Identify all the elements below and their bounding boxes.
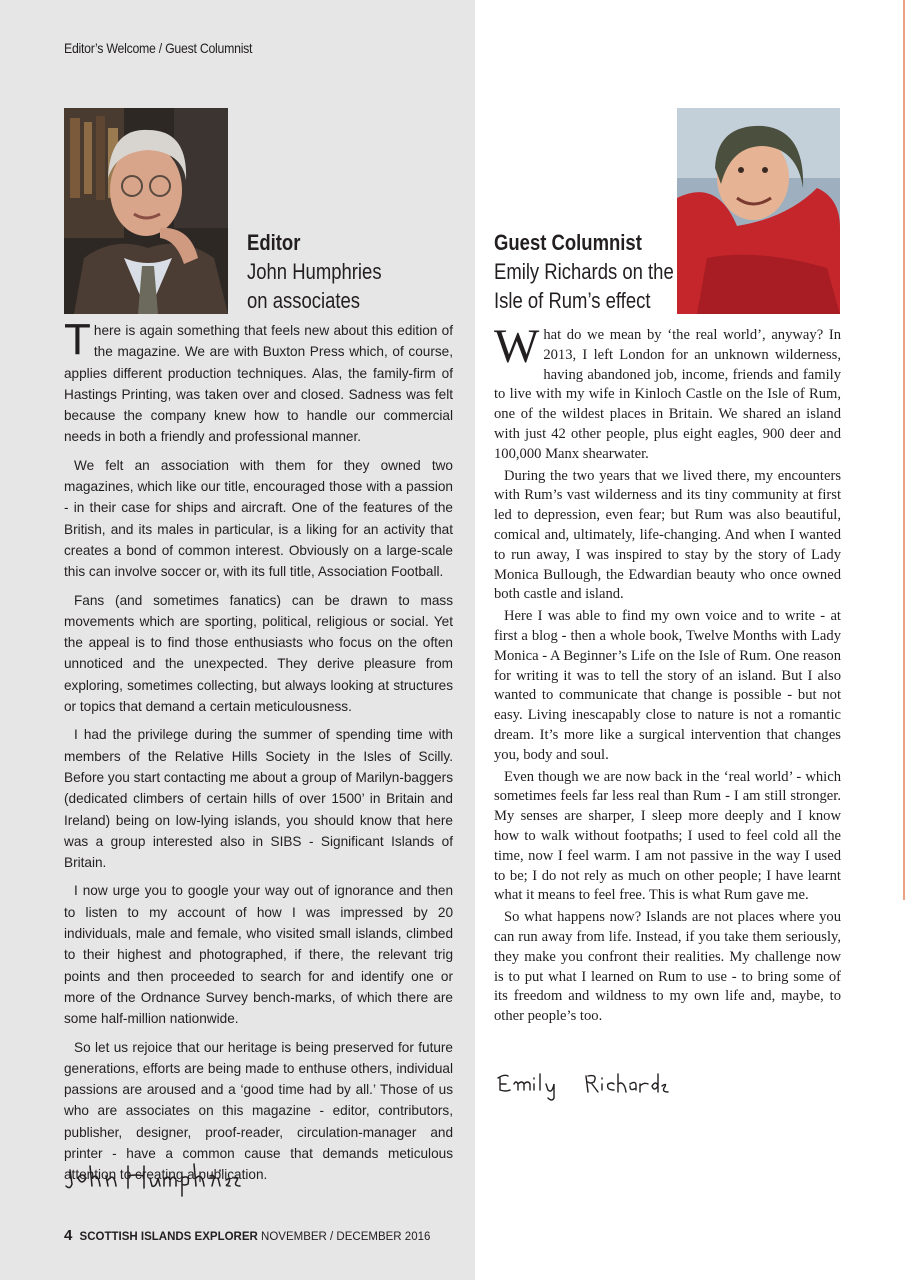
editor-paragraph: So let us rejoice that our heritage is being preserved for future generations, efforts are being made to enthuse others, individual passions are aroused and a ‘good time had by all.’ Those of us who are associates on this magazine - editor, contributors, publisher, designer, proof-reader, circulation-manager and printer - have a common cause that demands meticulous attention to creating a publication. bbox=[64, 1039, 453, 1183]
columnist-name-line2: Isle of Rum’s effect bbox=[494, 288, 651, 313]
columnist-paragraph: What do we mean by ‘the real world’, anyway? In 2013, I left London for an unknown wilderness, having abandoned job, income, friends and family to live with my wife in Kinloch Castle on the Isle of Rum, one of the wildest places in Britain. We shared an island with just 42 other people, plus eight eagles, 900 deer and 100,000 Manx shearwater. bbox=[494, 320, 841, 462]
columnist-name-line1: Emily Richards on the bbox=[494, 259, 674, 284]
page-number: 4 bbox=[64, 1227, 73, 1244]
magazine-name: SCOTTISH ISLANDS EXPLORER bbox=[79, 1231, 258, 1243]
section-label: Editor’s Welcome / Guest Columnist bbox=[64, 40, 253, 56]
editor-photo bbox=[64, 108, 228, 314]
columnist-paragraph: Here I was able to find my own voice and to write - at first a blog - then a whole book, Twelve Months with Lady Monica - A Beginner’s Life on the Isle of Rum. One reason for writing it was to tell the story of an island. But I also wanted to communicate that change is possible - but not easy. Living inescapably close to nature is not a romantic dream. It’s more like a surgical intervention that changes you, body and soul. bbox=[494, 608, 841, 763]
editor-dropcap: T bbox=[64, 315, 91, 364]
columnist-signature bbox=[494, 1064, 694, 1104]
columnist-paragraph: Even though we are now back in the ‘real world’ - which sometimes feels far less real than Rum - I am still stronger. My senses are sharper, I sleep more deeply and I know how to walk without footpaths; I used to feel cold all the time, now I feel warm. I am not passive in the way I used to be; I do not rely as much on other people; I have learnt what it means to feel free. This is what Rum gave me. bbox=[494, 768, 841, 904]
editor-signature bbox=[64, 1158, 244, 1198]
editor-name-line2: on associates bbox=[247, 288, 361, 313]
editor-heading bbox=[247, 228, 382, 315]
editor-name-line1: John Humphries bbox=[247, 259, 382, 284]
columnist-paragraph: During the two years that we lived there, my encounters with Rum’s vast wilderness and its tiny community at first led to depression, even fear; but Rum was also beautiful, comical and, ultimately, life-changing. And when I wanted to run away, I was inspired to stay by the story of Lady Monica Bullough, the Edwardian beauty who once owned both castle and island. bbox=[494, 467, 841, 603]
editor-paragraph: We felt an association with them for they owned two magazines, which like our title, encouraged those with a passion - in their case for ships and aircraft. One of the features of the British, and its males in particular, is a liking for an activity that creates a bond of common interest. Obviously on a large-scale this can involve soccer or, with its full title, Association Football. bbox=[64, 457, 453, 580]
columnist-heading bbox=[494, 228, 674, 315]
editor-title: Editor bbox=[247, 230, 301, 255]
editor-paragraph: Fans (and sometimes fanatics) can be drawn to mass movements which are sporting, political, religious or social. Yet the appeal is to find those enthusiasts who focus on the often unnoticed and the unexpected. They derive pleasure from exploring, sometimes collecting, but always looking at structures or topics that demand a certain meticulousness. bbox=[64, 592, 453, 715]
columnist-paragraph: So what happens now? Islands are not places where you can run away from life. Instead, if you take them seriously, they make you confront their realities. My challenge now is to put what I learned on Rum to use - to bring some of its freedom and wildness to my own life and, maybe, to other people’s too. bbox=[494, 909, 841, 1025]
editor-article bbox=[64, 315, 453, 1193]
columnist-title: Guest Columnist bbox=[494, 230, 642, 255]
editor-paragraph: I now urge you to google your way out of ignorance and then to listen to my account of how I was impressed by 20 individuals, male and female, who visited small islands, climbed to their highest and photographed, if there, the relevant trig points and then proceeded to search for and identify one or more of the Ordnance Survey bench-marks, of which there are some half-million nationwide. bbox=[64, 883, 453, 1027]
columnist-photo bbox=[677, 108, 840, 314]
issue-date: NOVEMBER / DECEMBER 2016 bbox=[261, 1231, 431, 1243]
editor-paragraph: I had the privilege during the summer of spending time with members of the Relative Hills Society in the Isles of Scilly. Before you start contacting me about a group of Marilyn-baggers (dedicated climbers of certain hills of over 1500’ in Britain and Ireland) being on low-lying islands, you should know that here was a group interested also in SIBS - Significant Islands of Britain. bbox=[64, 727, 453, 871]
page-footer bbox=[64, 1227, 430, 1244]
columnist-article bbox=[494, 320, 841, 1029]
columnist-dropcap: W bbox=[494, 320, 540, 373]
editor-paragraph: There is again something that feels new about this edition of the magazine. We are with Buxton Press which, of course, applies different production techniques. Alas, the family-firm of Hastings Printing, was taken over and closed. Sadness was felt because the company knew how to handle our commercial needs in both a friendly and professional manner. bbox=[64, 315, 453, 445]
